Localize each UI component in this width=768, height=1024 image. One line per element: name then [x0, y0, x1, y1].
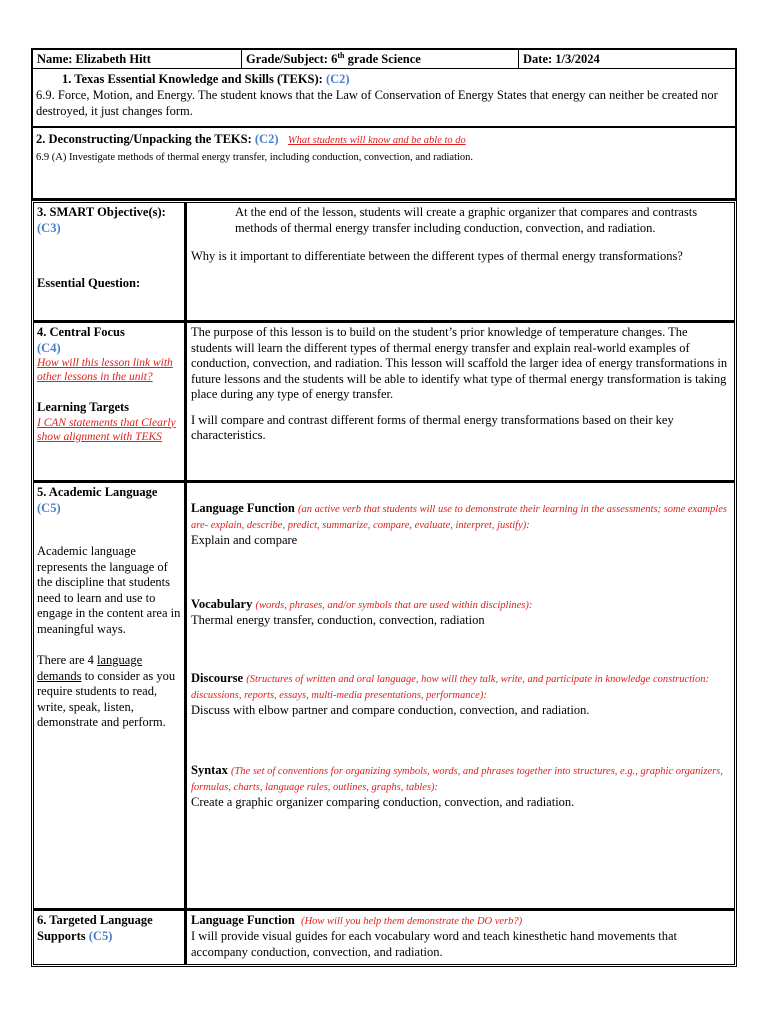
function-text: Explain and compare	[191, 533, 298, 547]
unpack-title: 2. Deconstructing/Unpacking the TEKS:	[36, 132, 252, 146]
teks-section	[33, 69, 735, 128]
academic-label: 5. Academic Language	[37, 485, 158, 499]
smart-code: (C3)	[37, 220, 61, 235]
discourse-block	[191, 671, 730, 703]
supports-text: I will provide visual guides for each vocabulary word and teach kinesthetic hand movements that accompany conduction, convection, and radiation.	[191, 929, 677, 959]
syntax-block	[191, 763, 730, 795]
syntax-note: (The set of conventions for organizing symbols, words, and phrases together into structures, e.g., graphic organizers, formulas, charts, language rules, outlines, graphs, tables):	[191, 765, 723, 793]
grade-cell	[242, 50, 519, 68]
smart-content-cell	[187, 203, 734, 320]
academic-desc: Academic language represents the language of the discipline that students need to learn and use to engage in the content area in meaningful ways.	[37, 544, 181, 636]
vocab-text: Thermal energy transfer, conduction, convection, radiation	[191, 612, 485, 627]
teks-code: (C2)	[325, 72, 350, 86]
unpack-text: 6.9 (A) Investigate methods of thermal energy transfer, including conduction, convection, and radiation.	[36, 152, 474, 163]
target-text: I will compare and contrast different forms of thermal energy transformations based on their key characteristics.	[191, 412, 674, 442]
function-block	[191, 501, 730, 533]
unpack-note: What students will know and be able to do	[287, 135, 466, 146]
focus-label-cell	[34, 323, 187, 480]
focus-text: The purpose of this lesson is to build on the student’s prior knowledge of temperature changes. The students will learn the different types of thermal energy transfer and explain real-world examples of conduction, convection, and radiation. This lesson will scaffold the larger idea of energy transformations in future lessons and the students will be able to identify what type of thermal energy transformation is taking place during any type of energy transfer.	[191, 325, 728, 401]
focus-row	[34, 323, 734, 483]
date-cell	[519, 50, 735, 68]
focus-code: (C4)	[37, 340, 61, 355]
function-note: (an active verb that students will use to demonstrate their learning in the assessments; some examples are- explain, describe, predict, summarize, compare, evaluate, interpret, justify):	[191, 504, 727, 531]
name-label: Name:	[37, 52, 73, 66]
lesson-plan-page	[31, 48, 737, 967]
unpack-section	[33, 128, 735, 198]
academic-content-cell	[187, 483, 734, 908]
lesson-table	[31, 200, 737, 967]
supports-content-cell	[187, 911, 734, 964]
focus-label: 4. Central Focus	[37, 325, 125, 339]
function-label: Language Function	[191, 501, 295, 515]
eq-text: Why is it important to differentiate between the different types of thermal energy transformations?	[191, 249, 683, 263]
vocab-block	[191, 597, 730, 613]
date-value: 1/3/2024	[555, 52, 600, 66]
teks-title: 1. Texas Essential Knowledge and Skills (TEKS):	[62, 72, 323, 86]
grade-label: Grade/Subject:	[246, 52, 328, 66]
grade-sup: th	[337, 50, 345, 60]
academic-code: (C5)	[37, 500, 61, 515]
smart-label: 3. SMART Objective(s):	[37, 205, 166, 219]
demands-pre: There are 4	[37, 653, 98, 667]
supports-function-label: Language Function	[191, 913, 295, 927]
smart-label-cell	[34, 203, 187, 320]
supports-label: 6. Targeted Language Supports	[37, 913, 153, 943]
grade-num: 6	[331, 52, 338, 66]
discourse-text: Discuss with elbow partner and compare conduction, convection, and radiation.	[191, 703, 590, 717]
focus-content-cell	[187, 323, 734, 480]
targets-note: I CAN statements that Clearly show alignment with TEKS	[37, 416, 176, 443]
supports-function-note: (How will you help them demonstrate the DO verb?)	[301, 916, 523, 927]
header-row	[33, 50, 735, 69]
vocab-label: Vocabulary	[191, 596, 253, 611]
date-label: Date:	[523, 52, 553, 66]
name-value: Elizabeth Hitt	[75, 52, 151, 66]
name-cell	[33, 50, 242, 68]
syntax-text: Create a graphic organizer comparing conduction, convection, and radiation.	[191, 794, 575, 809]
eq-label: Essential Question:	[37, 276, 141, 290]
unpack-code: (C2)	[254, 132, 279, 146]
header-frame	[31, 48, 737, 200]
supports-label-cell	[34, 911, 187, 964]
smart-objective: At the end of the lesson, students will create a graphic organizer that compares and contrasts methods of thermal energy transfer including conduction, convection, and radiation.	[235, 205, 698, 235]
academic-demands	[37, 653, 181, 731]
smart-row	[34, 203, 734, 323]
syntax-label: Syntax	[191, 762, 228, 777]
demands-post: to consider as you require students to read, write, speak, listen, demonstrate and perform.	[37, 668, 176, 729]
academic-row	[34, 483, 734, 911]
discourse-note: (Structures of written and oral language, how will they talk, write, and participate in knowledge construction: discussions, reports, essays, multi-media presentations, performance):	[191, 674, 709, 701]
focus-note: How will this lesson link with other lessons in the unit?	[37, 357, 173, 383]
teks-text: 6.9. Force, Motion, and Energy. The student knows that the Law of Conservation of Energy States that energy can neither be created nor destroyed, it just changes form.	[36, 88, 718, 118]
academic-label-cell	[34, 483, 187, 908]
demands-link: language demands	[37, 653, 143, 683]
grade-rest: grade Science	[347, 52, 421, 66]
supports-code: (C5)	[88, 928, 113, 943]
supports-row	[34, 911, 734, 964]
vocab-note: (words, phrases, and/or symbols that are used within disciplines):	[255, 599, 533, 611]
targets-label: Learning Targets	[37, 400, 130, 414]
discourse-label: Discourse	[191, 671, 244, 685]
